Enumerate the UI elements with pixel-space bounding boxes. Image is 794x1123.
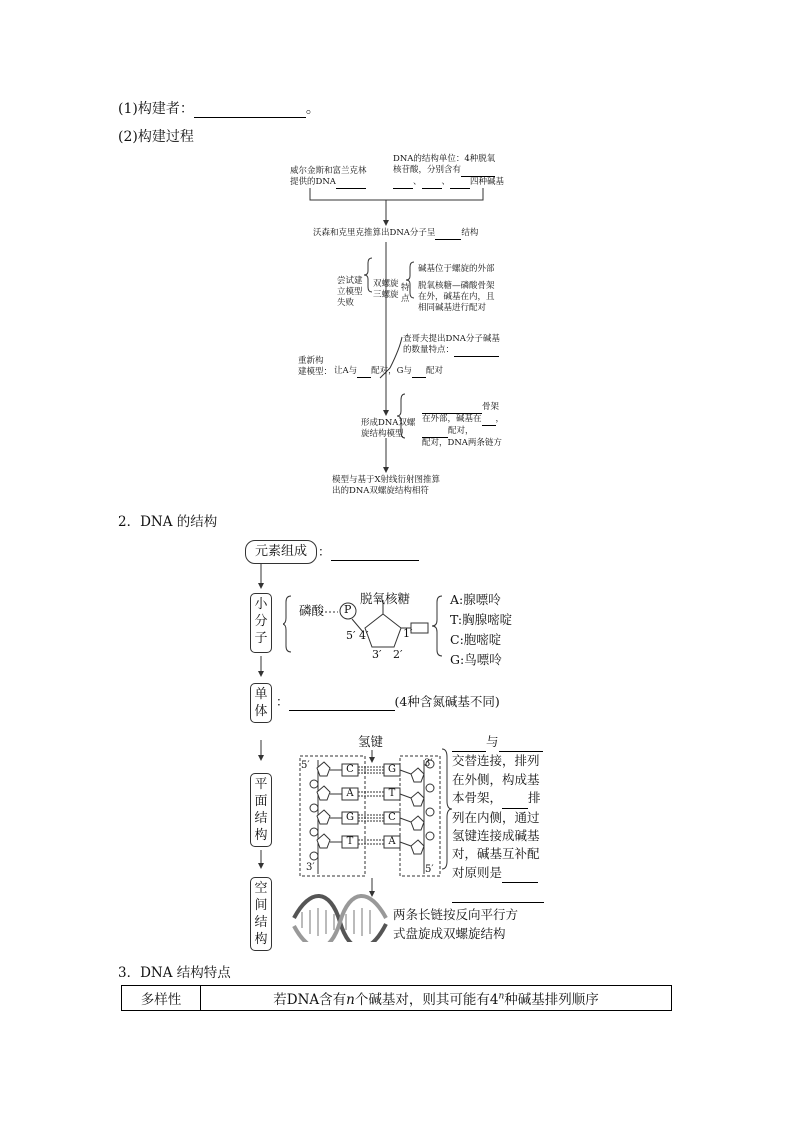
base-rect (411, 623, 428, 633)
small-molecule-label: 小分子 (250, 593, 272, 653)
left-3prime: 3′ (306, 862, 315, 873)
base-blank-1[interactable] (461, 165, 495, 177)
feature-char2: 点 (401, 294, 410, 304)
left-base-1: C (346, 764, 354, 775)
element-colon: ： (318, 544, 331, 559)
feature-text (418, 264, 495, 314)
pair-blank-g[interactable] (412, 366, 426, 378)
double-helix-image (290, 878, 390, 942)
chargaff-text (403, 334, 500, 357)
rebuild-g: 配对，G与 (371, 366, 412, 376)
outside-text: 在外部，碱基在 (422, 414, 482, 424)
left-backbone (310, 760, 330, 874)
question-2: (2)构建过程 (118, 129, 194, 145)
q1-label: (1)构建者： (118, 101, 194, 117)
inner-component-blank[interactable] (502, 789, 528, 808)
base-adenine: A:腺嘌呤 (450, 592, 501, 607)
right-5prime: 5′ (425, 864, 434, 875)
deoxyribose-label: 脱氧核糖 (360, 591, 411, 606)
plane-and: 与 (486, 734, 499, 749)
watson-crick-text: 沃森和克里克推算出DNA分子呈 (313, 228, 436, 238)
dna-blank[interactable] (336, 177, 366, 189)
right-bases-column (384, 764, 400, 848)
feature-label (401, 283, 410, 305)
monomer-colon: ： (276, 694, 289, 709)
left-bases-column (342, 764, 358, 848)
separator-1: 、 (413, 177, 422, 187)
left-top-line2: 提供的DNA (290, 177, 336, 187)
right-top-line1: DNA的结构单位：4种脱氧 (393, 154, 496, 164)
section-3-title: 3．DNA 结构特点 (118, 965, 231, 981)
backbone-label: 骨架 (482, 402, 500, 412)
base-blank-3[interactable] (422, 177, 442, 189)
fail-line3: 失败 (337, 298, 355, 308)
base-cytosine: C:胞嘧啶 (450, 632, 502, 647)
backbone-blank[interactable] (422, 402, 482, 414)
triple-helix: 三螺旋 (373, 290, 399, 300)
pairing-blank[interactable] (422, 426, 448, 438)
right-top-line2: 核苷酸，分别含有 (393, 165, 462, 175)
model-construction-flowchart (280, 150, 520, 500)
backbone-component-blank-1[interactable] (452, 733, 486, 752)
feature-line2: 脱氧核糖—磷酸骨架 (418, 281, 495, 291)
plane-line8: 对原则是 (452, 864, 503, 880)
right-base-3: C (388, 812, 396, 823)
right-base-1: G (388, 764, 396, 775)
feature-char1: 特 (401, 283, 410, 293)
form-model-label (361, 418, 415, 440)
bases-list (450, 590, 512, 670)
left-5prime: 5′ (301, 760, 310, 771)
element-blank[interactable] (331, 543, 419, 561)
plane-line5: 列在内侧，通过 (452, 809, 540, 825)
desc-part2: 个碱基对，则其可能有4 (354, 992, 499, 1008)
monomer-line (276, 693, 500, 711)
carbon-5: 5′ (346, 629, 356, 642)
space-line2: 式盘旋成双螺旋结构 (393, 926, 506, 941)
feature-name-cell: 多样性 (122, 986, 201, 1011)
element-line (318, 543, 419, 561)
carbon-1: 1′ (403, 627, 413, 640)
q1-tail: 。 (305, 101, 320, 117)
right-base-4: A (388, 836, 396, 847)
final-line1: 模型与基于X射线衍射图推算 (332, 475, 441, 485)
space-structure-label: 空间结构 (250, 877, 272, 951)
helix-options (373, 279, 399, 301)
feature-line3: 在外，碱基在内，且 (418, 292, 495, 302)
rebuild-a: 让A与 (334, 366, 358, 376)
chargaff-line2: 的数量特点： (403, 345, 455, 355)
separator-2: 、 (441, 177, 451, 187)
carbon-3: 3′ (372, 648, 382, 661)
failed-model-label (337, 276, 363, 309)
form-model-text (422, 402, 504, 449)
phosphate-label: 磷酸 (299, 603, 325, 618)
plane-line6: 氢键连接成碱基 (452, 828, 540, 844)
p-symbol: P (344, 603, 352, 616)
table-row (122, 986, 672, 1011)
final-line2: 出的DNA双螺旋结构相符 (332, 486, 429, 496)
final-conclusion (332, 475, 440, 497)
nucleotide-brace (283, 596, 291, 652)
desc-part3: 种碱基排列顺序 (504, 992, 599, 1008)
plane-line3: 在外侧，构成基 (452, 771, 540, 787)
plane-line4: 本骨架， (452, 790, 503, 806)
element-label: 元素组成 (245, 540, 317, 564)
plane-line2: 交替连接，排列 (452, 753, 540, 769)
double-helix: 双螺旋 (373, 279, 399, 289)
pairing-rule-blank-2[interactable] (452, 883, 544, 902)
features-table (121, 985, 672, 1011)
right-backbone (411, 760, 434, 874)
pairing-text: 配对， (448, 426, 474, 436)
pentose-ring (365, 614, 401, 647)
monomer-blank[interactable] (289, 693, 395, 711)
chargaff-line1: 查哥夫提出DNA分子碱基 (403, 334, 500, 344)
fail-line2: 立模型 (337, 287, 363, 297)
form-line2: 旋结构模型 (361, 429, 404, 439)
section-2-title: 2．DNA 的结构 (118, 514, 218, 530)
base-guanine: G:鸟嘌呤 (450, 652, 502, 667)
rebuild-tail: 配对 (425, 366, 443, 376)
inside-blank[interactable] (482, 414, 496, 426)
form-line1: 形成DNA双螺 (361, 418, 416, 428)
backbone-component-blank-2[interactable] (499, 733, 543, 752)
desc-n: n (346, 992, 355, 1008)
monomer-label: 单体 (250, 683, 272, 723)
q1-blank[interactable] (194, 101, 306, 118)
desc-exponent: n (498, 991, 505, 1002)
question-1 (118, 98, 320, 118)
structure-blank[interactable] (435, 228, 461, 240)
left-base-4: T (346, 836, 354, 847)
right-top-text (393, 154, 504, 189)
base-thymine: T:胸腺嘧啶 (450, 612, 513, 627)
rebuild-text (334, 366, 443, 378)
plane-structure-label: 平面结构 (250, 773, 272, 847)
pairing-rule-blank-1[interactable] (502, 864, 538, 883)
feature-line4: 相同碱基进行配对 (418, 303, 487, 313)
feature-desc-cell (201, 986, 672, 1011)
strand-direction-text: 配对，DNA两条链方 (422, 438, 502, 448)
desc-part1: 若DNA含有 (273, 992, 347, 1008)
base-blank-4[interactable] (450, 177, 470, 189)
rebuild-line2: 建模型： (298, 367, 333, 377)
hydrogen-bond-label: 氢键 (358, 734, 384, 749)
carbon-2: 2′ (393, 648, 403, 661)
feature-line1: 碱基位于螺旋的外部 (418, 264, 495, 274)
monomer-note: (4种含氮碱基不同) (394, 694, 500, 709)
left-base-2: A (346, 788, 354, 799)
left-top-line1: 威尔金斯和富兰克林 (290, 166, 367, 176)
plane-structure-text (452, 733, 544, 903)
pair-blank-a[interactable] (357, 366, 371, 378)
comma: ， (495, 414, 505, 424)
plane-line7: 对，碱基互补配 (452, 846, 540, 862)
chargaff-blank[interactable] (454, 345, 499, 357)
bases-brace (430, 592, 446, 664)
right-base-2: T (388, 788, 396, 799)
right-3prime: 3′ (424, 758, 433, 769)
space-structure-text (393, 905, 518, 943)
left-top-text (290, 166, 367, 189)
left-base-3: G (346, 812, 354, 823)
watson-crick-step (313, 228, 478, 240)
fail-line1: 尝试建 (337, 276, 363, 286)
right-top-tail: 四种碱基 (470, 177, 505, 187)
plane-line4-tail: 排 (528, 790, 541, 806)
space-line1: 两条长链按反向平行方 (393, 907, 519, 922)
base-blank-2[interactable] (393, 177, 413, 189)
rebuild-line1: 重新构 (298, 356, 324, 366)
watson-crick-tail: 结构 (461, 228, 479, 238)
carbon-4: 4′ (359, 629, 369, 642)
rebuild-label (298, 356, 332, 378)
